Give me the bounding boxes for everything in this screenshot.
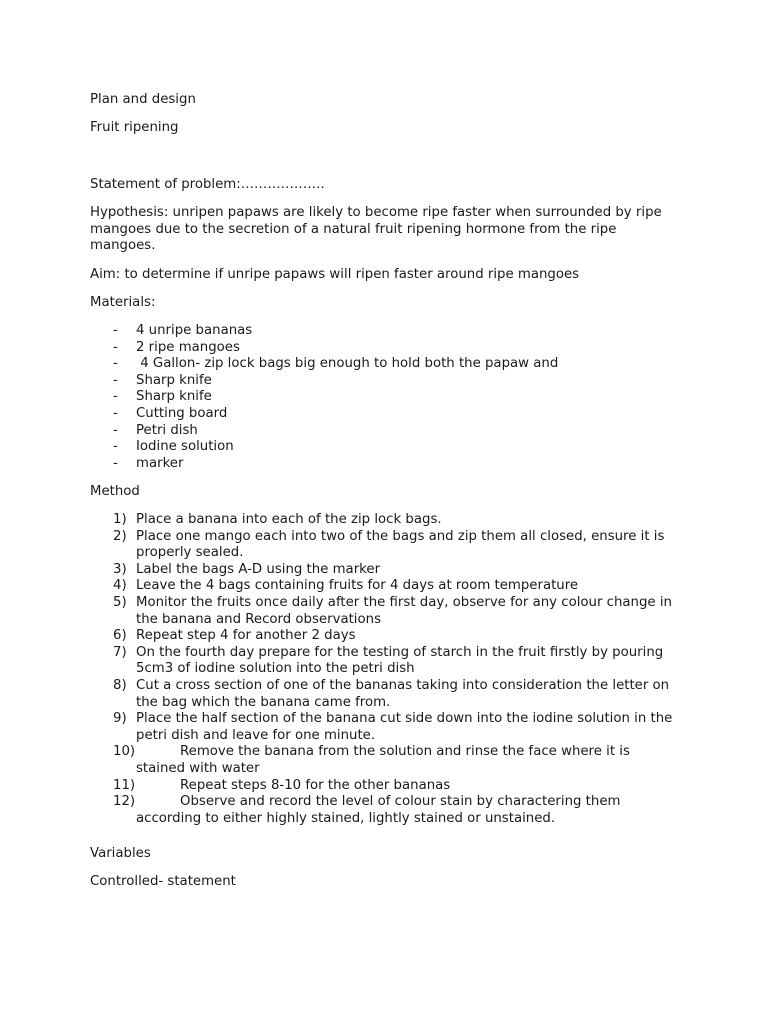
bullet-dash: - xyxy=(113,356,118,372)
list-item: - Iodine solution xyxy=(113,439,234,455)
method-step: 2) Place one mango each into two of the bags and zip them all closed, ensure it is properly sealed. xyxy=(113,528,665,561)
method-step: 3) Label the bags A-D using the marker xyxy=(113,561,381,577)
list-item: - Petri dish xyxy=(113,422,198,438)
method-step: 9) Place the half section of the banana cut side down into the iodine solution in the petri dish and leave for one minute. xyxy=(113,711,673,743)
bullet-dash: - xyxy=(113,323,118,338)
document-subtitle: Fruit ripening xyxy=(90,120,179,135)
aim-paragraph: Aim: to determine if unripe papaws will ripen faster around ripe mangoes xyxy=(90,267,580,282)
bullet-dash: - xyxy=(113,389,118,405)
problem-statement: Statement of problem:………………. xyxy=(90,177,325,192)
method-step: 10) Remove the banana from the solution and rinse the face where it is stained with water xyxy=(113,744,630,776)
list-item: - 2 ripe mangoes xyxy=(113,339,240,355)
bullet-dash: - xyxy=(113,439,118,455)
bullet-dash: - xyxy=(113,422,118,438)
list-item: - marker xyxy=(113,455,184,471)
method-list xyxy=(113,512,678,827)
materials-heading: Materials: xyxy=(90,295,156,310)
method-step: 6) Repeat step 4 for another 2 days xyxy=(113,628,356,644)
hypothesis-paragraph: Hypothesis: unripen papaws are likely to become ripe faster when surrounded by ripe mangoes due to the secretion of a natural fruit ripening hormone from the ripe mangoes. xyxy=(90,205,666,254)
method-step: 1) Place a banana into each of the zip lock bags. xyxy=(113,512,442,527)
list-item: - Sharp knife xyxy=(113,389,212,405)
method-step: 8) Cut a cross section of one of the bananas taking into consideration the letter on the bag which the banana came from. xyxy=(113,677,670,710)
list-item: - Cutting board xyxy=(113,405,228,421)
method-step: 5) Monitor the fruits once daily after the first day, observe for any colour change in the banana and Record observations xyxy=(113,594,672,627)
bullet-dash: - xyxy=(113,455,118,471)
method-step: 12) Observe and record the level of colour stain by charactering them according to either highly stained, lightly stained or unstained. xyxy=(113,794,621,826)
list-item: - 4 unripe bananas xyxy=(113,323,253,338)
bullet-dash: - xyxy=(113,339,118,355)
method-step: 7) On the fourth day prepare for the testing of starch in the fruit firstly by pouring 5cm3 of iodine solution into the petri dish xyxy=(113,644,664,677)
controlled-variables: Controlled- statement xyxy=(90,874,236,889)
bullet-dash: - xyxy=(113,372,118,388)
method-step: 4) Leave the 4 bags containing fruits for 4 days at room temperature xyxy=(113,578,579,594)
list-item: - Sharp knife xyxy=(113,372,212,388)
list-item: - 4 Gallon- zip lock bags big enough to hold both the papaw and xyxy=(113,356,559,372)
method-step: 11) Repeat steps 8-10 for the other bananas xyxy=(113,777,451,793)
variables-heading: Variables xyxy=(90,846,151,861)
materials-list xyxy=(113,323,558,472)
method-heading: Method xyxy=(90,484,140,499)
bullet-dash: - xyxy=(113,405,118,421)
document-title: Plan and design xyxy=(90,92,196,107)
